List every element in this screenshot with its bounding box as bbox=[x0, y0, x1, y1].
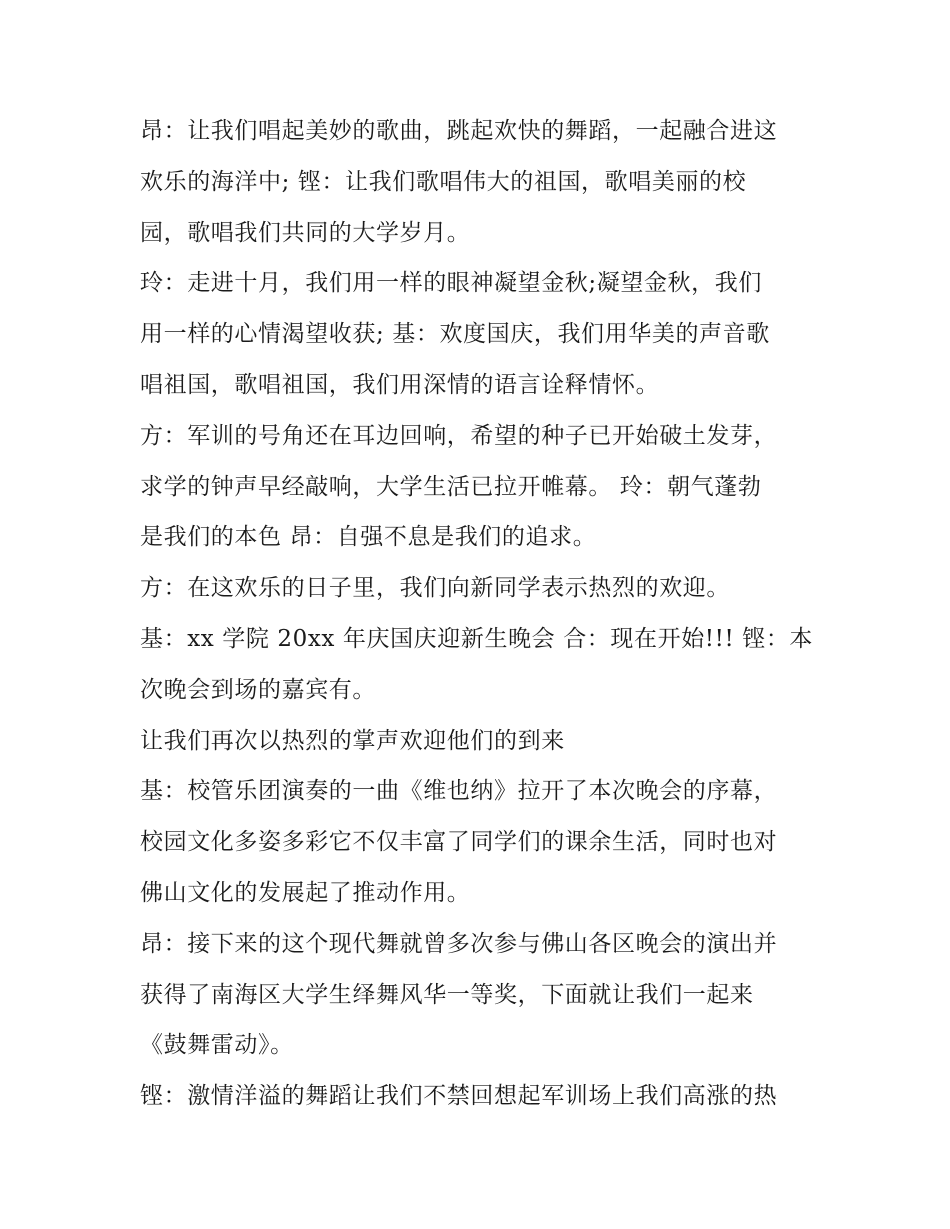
text-line: 唱祖国，歌唱祖国，我们用深情的语言诠释情怀。 bbox=[140, 371, 660, 398]
text-line: 佛山文化的发展起了推动作用。 bbox=[140, 879, 471, 906]
text-line: 让我们再次以热烈的掌声欢迎他们的到来 bbox=[140, 727, 565, 754]
text-line: 昂：接下来的这个现代舞就曾多次参与佛山各区晚会的演出并 bbox=[140, 930, 778, 957]
text-line: 昂：让我们唱起美妙的歌曲，跳起欢快的舞蹈，一起融合进这 bbox=[140, 118, 778, 144]
text-line: 欢乐的海洋中; 铿：让我们歌唱伟大的祖国，歌唱美丽的校 bbox=[140, 168, 747, 195]
text-line: 校园文化多姿多彩它不仅丰富了同学们的课余生活，同时也对 bbox=[140, 829, 778, 856]
text-line: 方：在这欢乐的日子里，我们向新同学表示热烈的欢迎。 bbox=[140, 575, 730, 602]
text-line: 是我们的本色 昂：自强不息是我们的追求。 bbox=[140, 524, 597, 551]
text-line: 基：校管乐团演奏的一曲《维也纳》拉开了本次晚会的序幕， bbox=[140, 778, 778, 805]
text-line: 求学的钟声早经敲响，大学生活已拉开帷幕。 玲：朝气蓬勃 bbox=[140, 473, 762, 500]
document-body bbox=[140, 106, 820, 1122]
text-line: 《鼓舞雷动》。 bbox=[140, 1032, 294, 1059]
text-line: 方：军训的号角还在耳边回响，希望的种子已开始破土发芽， bbox=[140, 422, 778, 449]
text-line: 获得了南海区大学生绎舞风华一等奖，下面就让我们一起来 bbox=[140, 981, 754, 1008]
text-line: 基：xx 学院 20xx 年庆国庆迎新生晚会 合：现在开始!!! 铿：本 bbox=[140, 625, 814, 652]
text-line: 玲：走进十月，我们用一样的眼神凝望金秋;凝望金秋，我们 bbox=[140, 270, 762, 297]
text-line: 次晚会到场的嘉宾有。 bbox=[140, 676, 376, 703]
text-line: 园，歌唱我们共同的大学岁月。 bbox=[140, 219, 471, 246]
text-line: 铿：激情洋溢的舞蹈让我们不禁回想起军训场上我们高涨的热 bbox=[140, 1083, 778, 1110]
text-line: 用一样的心情渴望收获; 基：欢度国庆，我们用华美的声音歌 bbox=[140, 321, 770, 348]
